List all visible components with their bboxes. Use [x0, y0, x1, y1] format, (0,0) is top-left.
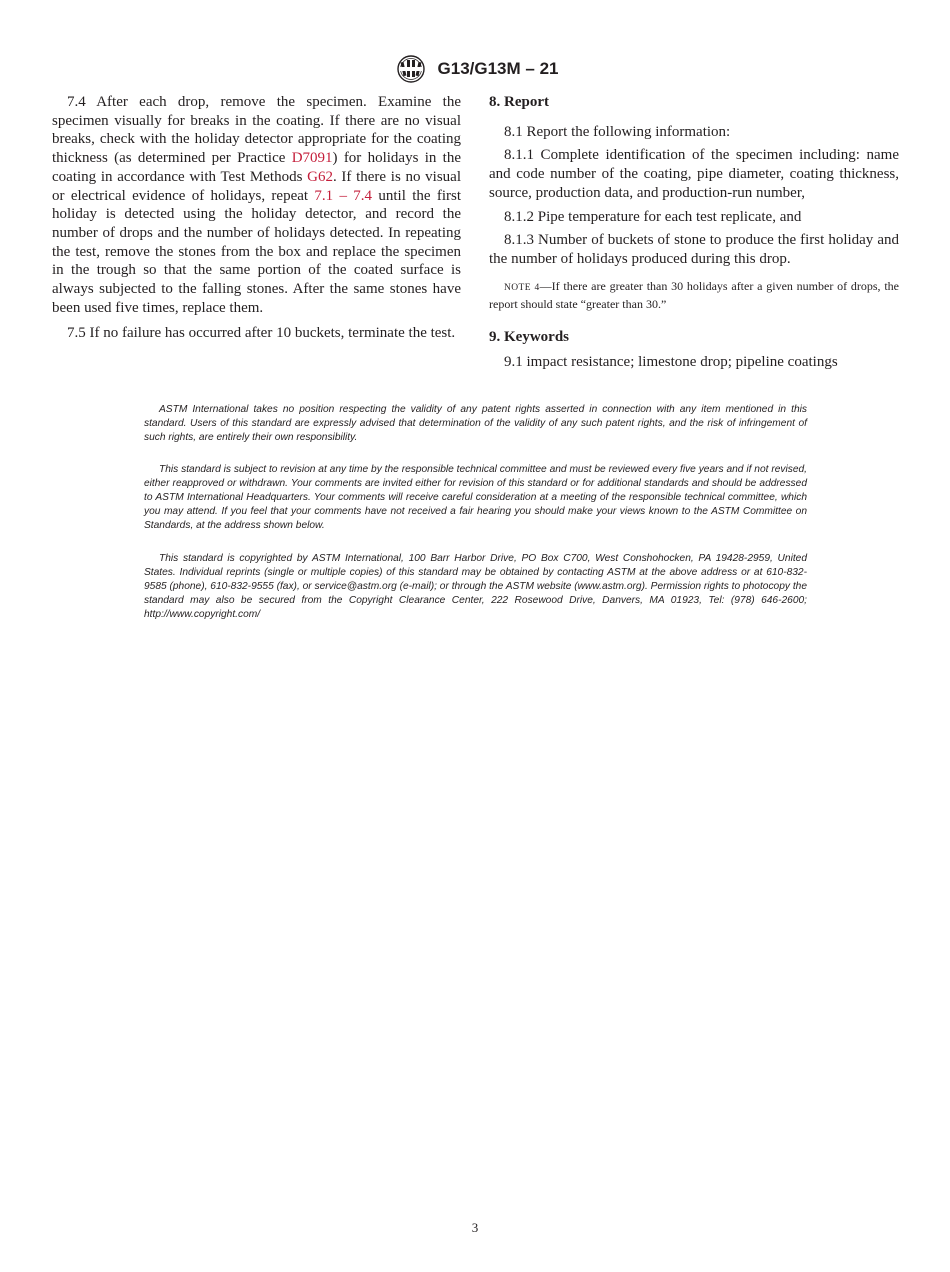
section-7-4-text-1: 7.4 After each drop, remove the specimen. Examine the specimen visually for breaks in the coating. If there are no visual breaks, check with the holiday detector appropriate for the coating thickness (as determined per Practice [52, 94, 461, 167]
page-header [0, 52, 950, 86]
section-7-4-text-2: ) for holidays in the coating in accordance with Test Methods [52, 150, 461, 185]
left-column [52, 93, 461, 343]
note-text: —If there are greater than 30 holidays after a given number of drops, the report should state “greater than 30.” [489, 278, 899, 311]
note-4 [489, 278, 899, 312]
section-9-1: 9.1 impact resistance; limestone drop; pipeline coatings [504, 354, 838, 371]
legal-copyright-notice [144, 552, 807, 622]
section-7-4-text-4: until the first holiday is detected using the holiday detector, and record the number of drops and the number of holidays detected. In repeating the test, remove the stones from the box and replace the specimen in the trough so that the same portion of the coated surface is always subjected to the falling stones. After the same stones have been used five times, replace them. [52, 187, 462, 316]
keywords-heading: 9. Keywords [489, 328, 569, 345]
section-8-1: 8.1 Report the following information: [504, 123, 731, 140]
patent-text: ASTM International takes no position respecting the validity of any patent rights asserted in connection with any item mentioned in this standard. Users of this standard are expressly advised that determination of the validity of any such patent rights, and the risk of infringement of such rights, are entirely their own responsibility. [144, 404, 807, 443]
copyright-text: This standard is copyrighted by ASTM International, 100 Barr Harbor Drive, PO Box C700, West Conshohocken, PA 19428-2959, United States. Individual reprints (single or multiple copies) of this standard may be obtained by contacting ASTM at the above address or at 610-832-9585 (phone), 610-832-9555 (fax), or service@astm.org (e-mail); or through the ASTM website (www.astm.org). Permission rights to photocopy the standard may also be secured from the Copyright Clearance Center, 222 Rosewood Drive, Danvers, MA 01923, Tel: (978) 646-2600; http://www.copyright.com/ [144, 553, 807, 620]
page-number: 3 [471, 1220, 479, 1235]
legal-patent-notice [144, 403, 807, 445]
note-label: NOTE 4 [504, 282, 540, 293]
section-8-1-3: 8.1.3 Number of buckets of stone to produce the first holiday and the number of holidays produced during this drop. [489, 232, 899, 267]
standard-designation: G13/G13M – 21 [437, 59, 559, 78]
link-g62[interactable]: G62 [307, 168, 333, 185]
legal-revision-notice [144, 463, 807, 533]
report-heading: 8. Report [489, 94, 549, 110]
link-7-1-7-4[interactable]: 7.1 – 7.4 [314, 187, 373, 204]
section-8-1-2: 8.1.2 Pipe temperature for each test replicate, and [504, 208, 802, 225]
section-7-5: 7.5 If no failure has occurred after 10 buckets, terminate the test. [67, 325, 456, 342]
section-8-1-1: 8.1.1 Complete identification of the specimen including: name and code number of the coating, pipe diameter, coating thickness, source, production data, and production-run number, [489, 147, 899, 201]
right-column [489, 93, 899, 372]
section-7-4-text-3: . If there is no visual or electrical evidence of holidays, repeat [52, 168, 462, 204]
revision-text: This standard is subject to revision at any time by the responsible technical committee and must be reviewed every five years and if not revised, either reapproved or withdrawn. Your comments are invited either for revision of this standard or for additional standards and should be addressed to ASTM International Headquarters. Your comments will receive careful consideration at a meeting of the responsible technical committee, which you may attend. If you feel that your comments have not received a fair hearing you should make your views known to the ASTM Committee on Standards, at the address shown below. [144, 464, 807, 531]
astm-logo-icon [392, 53, 430, 85]
link-d7091[interactable]: D7091 [291, 150, 333, 167]
section-7-4 [52, 93, 461, 317]
